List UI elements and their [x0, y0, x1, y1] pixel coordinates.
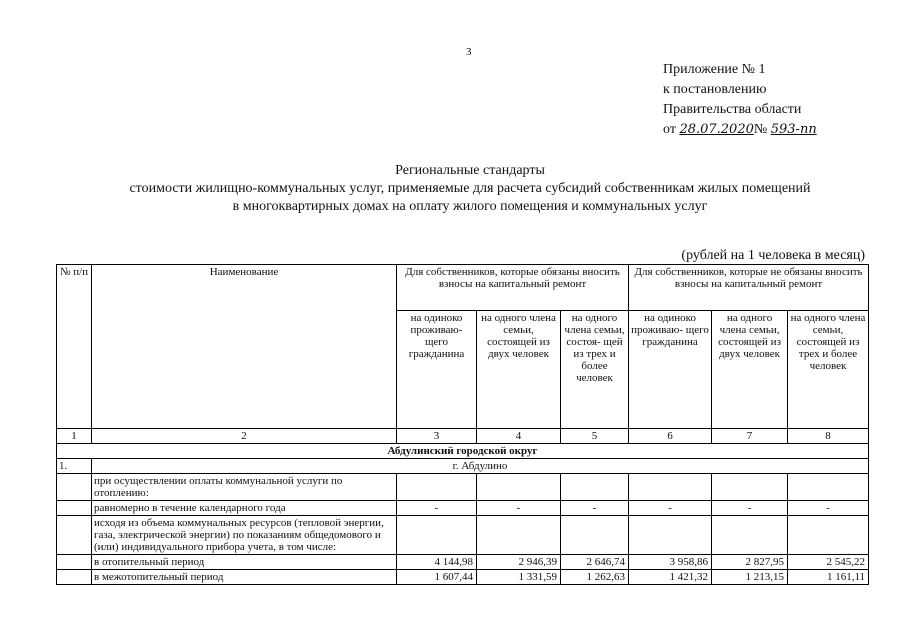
column-index: 3 [397, 429, 477, 444]
value-cell [712, 474, 788, 501]
appendix-header [663, 60, 817, 140]
district-row: Абдулинский городской округ [57, 444, 869, 459]
value-cell [629, 516, 712, 555]
row-number [57, 516, 92, 555]
table-row [57, 501, 869, 516]
column-index: 6 [629, 429, 712, 444]
value-cell: 1 607,44 [397, 570, 477, 585]
handwritten-date: 28.07.2020 [679, 122, 754, 137]
value-cell: 1 213,15 [712, 570, 788, 585]
value-cell: 1 331,59 [477, 570, 561, 585]
value-cell: 2 646,74 [561, 555, 629, 570]
value-cell: 2 545,22 [788, 555, 869, 570]
appendix-line-2: к постановлению [663, 82, 767, 97]
sub-header: на одного члена семьи, состоящей из трех и более человек [788, 311, 869, 429]
city-number: 1. [57, 459, 92, 474]
value-cell [629, 474, 712, 501]
sub-header: на одиноко проживаю- щего гражданина [629, 311, 712, 429]
value-cell: 1 262,63 [561, 570, 629, 585]
col-header-number: № п/п [57, 265, 92, 429]
sub-header: на одного члена семьи, состоя- щей из трех и более человек [561, 311, 629, 429]
city-name: г. Абдулино [92, 459, 869, 474]
sub-header: на одного члена семьи, состоящей из двух человек [477, 311, 561, 429]
column-index: 5 [561, 429, 629, 444]
row-number [57, 501, 92, 516]
sub-header: на одиноко проживаю- щего гражданина [397, 311, 477, 429]
row-name: при осуществлении оплаты коммунальной услуги по отоплению: [92, 474, 397, 501]
group-header-with-capital-repair: Для собственников, которые обязаны вносить взносы на капитальный ремонт [397, 265, 629, 311]
col-header-name: Наименование [92, 265, 397, 429]
group-header-without-capital-repair: Для собственников, которые не обязаны вносить взносы на капитальный ремонт [629, 265, 869, 311]
value-cell [561, 516, 629, 555]
value-cell [561, 474, 629, 501]
value-cell [712, 516, 788, 555]
value-cell [397, 474, 477, 501]
value-cell [477, 474, 561, 501]
row-name: равномерно в течение календарного года [92, 501, 397, 516]
value-cell [477, 516, 561, 555]
column-index: 2 [92, 429, 397, 444]
value-cell: 1 421,32 [629, 570, 712, 585]
value-cell: - [477, 501, 561, 516]
table-row [57, 516, 869, 555]
row-name: в межотопительный период [92, 570, 397, 585]
appendix-line-3: Правительства области [663, 102, 802, 117]
value-cell: - [788, 501, 869, 516]
date-prefix: от [663, 122, 676, 137]
value-cell: 4 144,98 [397, 555, 477, 570]
value-cell: 2 827,95 [712, 555, 788, 570]
table-row [57, 570, 869, 585]
column-index: 1 [57, 429, 92, 444]
title-line-1: Региональные стандарты [395, 163, 545, 178]
value-cell: - [397, 501, 477, 516]
value-cell: 1 161,11 [788, 570, 869, 585]
value-cell: - [629, 501, 712, 516]
column-index: 8 [788, 429, 869, 444]
document-title [60, 162, 880, 216]
row-number [57, 474, 92, 501]
column-index: 4 [477, 429, 561, 444]
title-line-3: в многоквартирных домах на оплату жилого помещения и коммунальных услуг [232, 199, 708, 214]
appendix-date-line [663, 120, 817, 140]
value-cell: 2 946,39 [477, 555, 561, 570]
row-name: исходя из объема коммунальных ресурсов (тепловой энергии, газа, электрической энергии) по показаниям общедомового и (или) индивидуального прибора учета, в том числе: [92, 516, 397, 555]
value-cell [397, 516, 477, 555]
number-prefix: № [753, 122, 768, 137]
row-number [57, 570, 92, 585]
table-row [57, 555, 869, 570]
row-name: в отопительный период [92, 555, 397, 570]
value-cell: 3 958,86 [629, 555, 712, 570]
units-note: (рублей на 1 человека в месяц) [681, 248, 865, 263]
title-line-2: стоимости жилищно-коммунальных услуг, применяемые для расчета субсидий собственникам жилых помещений [129, 181, 811, 196]
value-cell: - [561, 501, 629, 516]
value-cell [788, 474, 869, 501]
page-number: 3 [466, 46, 472, 58]
row-number [57, 555, 92, 570]
standards-table [56, 264, 869, 585]
value-cell: - [712, 501, 788, 516]
table-row [57, 474, 869, 501]
appendix-line-1: Приложение № 1 [663, 62, 766, 77]
handwritten-number: 593-пп [770, 122, 817, 137]
column-index: 7 [712, 429, 788, 444]
value-cell [788, 516, 869, 555]
sub-header: на одного члена семьи, состоящей из двух человек [712, 311, 788, 429]
